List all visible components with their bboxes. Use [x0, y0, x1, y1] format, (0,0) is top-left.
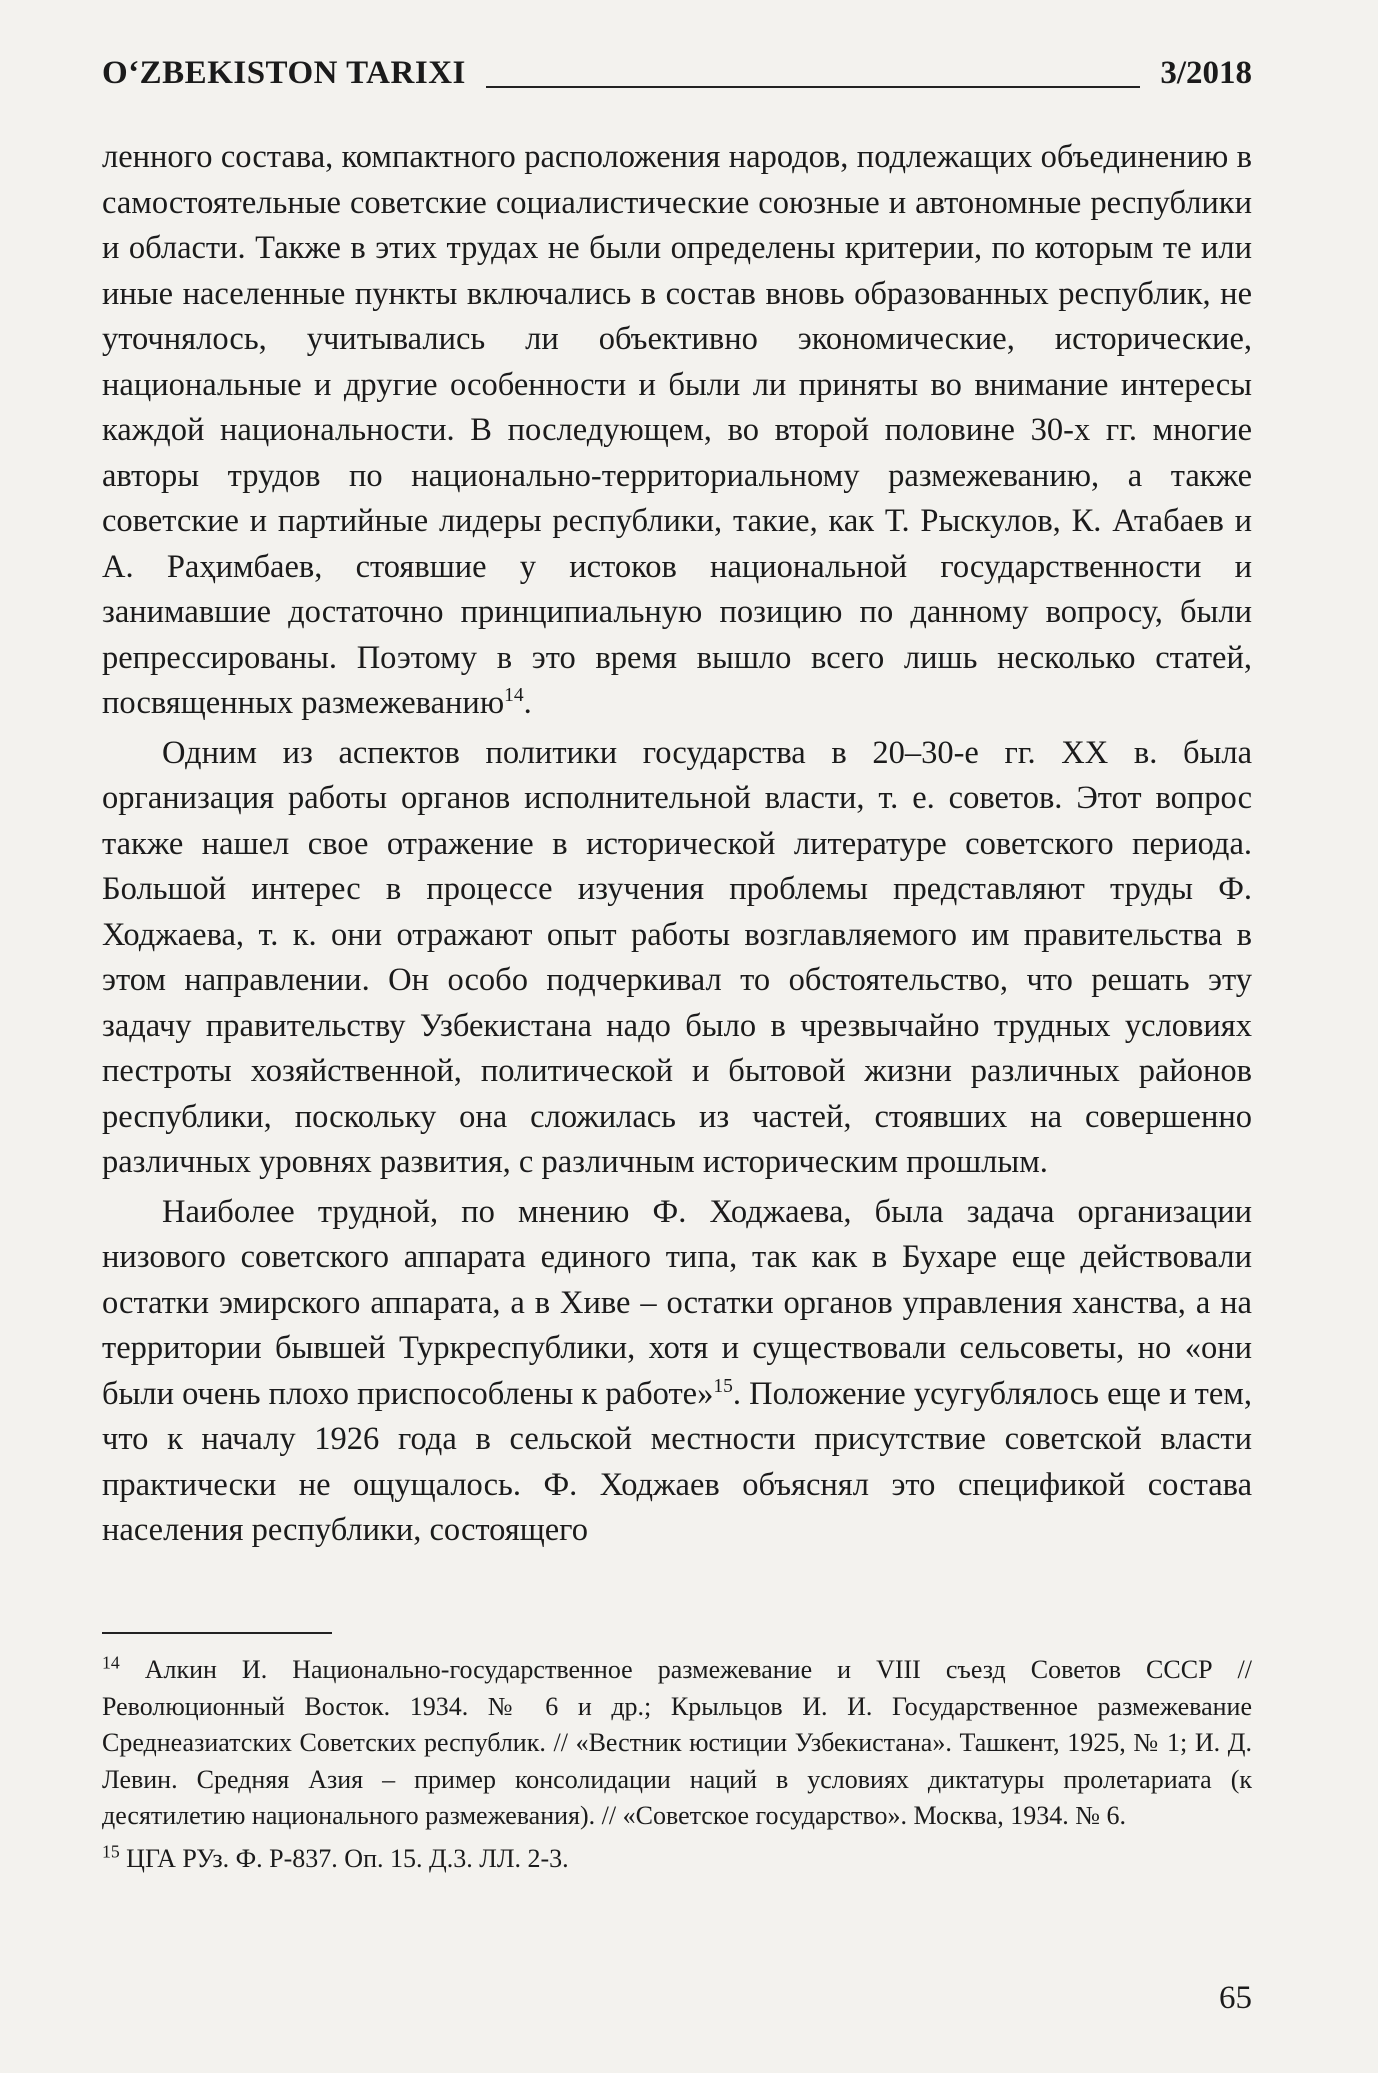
paragraph: [102, 135, 1252, 727]
paragraph-text: Наиболее трудной, по мнению Ф. Ходжаева, была задача организации низового советского аппарата единого типа, так как в Бухаре еще действовали остатки эмирского аппарата, а в Хиве – остатки органов управления ханства, а на территории бывшей Туркреспублики, хотя и существовали сельсоветы, но «они были очень плохо приспособлены к работе»: [102, 1193, 1252, 1412]
footnote-text: ЦГА РУз. Ф. Р-837. Оп. 15. Д.3. ЛЛ. 2-3.: [119, 1843, 569, 1873]
footnote: [102, 1841, 1252, 1878]
article-body: [102, 135, 1252, 1554]
paragraph: Одним из аспектов политики государства в 20–30-е гг. XX в. была организация работы органов исполнительной власти, т. е. советов. Этот вопрос также нашел свое отражение в исторической литературе советского периода. Большой интерес в процессе изучения проблемы представляют труды Ф. Ходжаева, т. к. они отражают опыт работы возглавляемого им правительства в этом направлении. Он особо подчеркивал то обстоятельство, что решать эту задачу правительству Узбекистана надо было в чрезвычайно трудных условиях пестроты хозяйственной, политической и бытовой жизни различных районов республики, поскольку она сложилась из частей, стоявших на совершенно различных уровнях развития, с различным историческим прошлым.: [102, 734, 1252, 1180]
footnote-ref: 14: [504, 685, 524, 707]
header-rule: [486, 85, 1140, 88]
page-header: [102, 52, 1252, 92]
page-number: 65: [1219, 1980, 1252, 2016]
footnote-ref: 15: [713, 1375, 733, 1397]
issue-number: 3/2018: [1160, 55, 1252, 91]
footnote-number: 15: [102, 1840, 120, 1861]
journal-title: O‘ZBEKISTON TARIXI: [102, 55, 466, 91]
paragraph-text: ленного состава, компактного расположения народов, подлежащих объединению в самостоятельные советские социалистические союзные и автономные республики и области. Также в этих трудах не были определены критерии, по которым те или иные населенные пункты включались в состав вновь образованных республик, не уточнялось, учитывались ли объективно экономические, исторические, национальные и другие особенности и были ли приняты во внимание интересы каждой национальности. В последующем, во второй половине 30-х гг. многие авторы трудов по национально-территориальному размежеванию, а также советские и партийные лидеры республики, такие, как Т. Рыскулов, К. Атабаев и А. Раҳимбаев, стоявшие у истоков национальной государственности и занимавшие достаточно принципиальную позицию по данному вопросу, были репрессированы. Поэтому в это время вышло всего лишь несколько статей, посвященных размежеванию: [102, 139, 1252, 721]
paragraph: [102, 1190, 1252, 1554]
paragraph-text: . Положение усугублялось еще и тем, что к началу 1926 года в сельской местности присутствие советской власти практически не ощущалось. Ф. Ходжаев объяснял это спецификой состава населения республики, состоящего: [102, 1375, 1252, 1548]
footnote-number: 14: [102, 1652, 120, 1673]
footnote-text: Алкин И. Национально-государственное размежевание и VIII съезд Советов СССР // Революционный Восток. 1934. № 6 и др.; Крыльцов И. И. Государственное размежевание Среднеазиатских Советских республик. // «Вестник юстиции Узбекистана». Ташкент, 1925, № 1; И. Д. Левин. Средняя Азия – пример консолидации наций в условиях диктатуры пролетариата (к десятилетию национального размежевания). // «Советское государство». Москва, 1934. № 6.: [102, 1655, 1252, 1830]
footnotes: [102, 1652, 1252, 1877]
footnote: [102, 1652, 1252, 1835]
paragraph-text: .: [523, 685, 532, 721]
footnote-divider: [102, 1632, 332, 1634]
